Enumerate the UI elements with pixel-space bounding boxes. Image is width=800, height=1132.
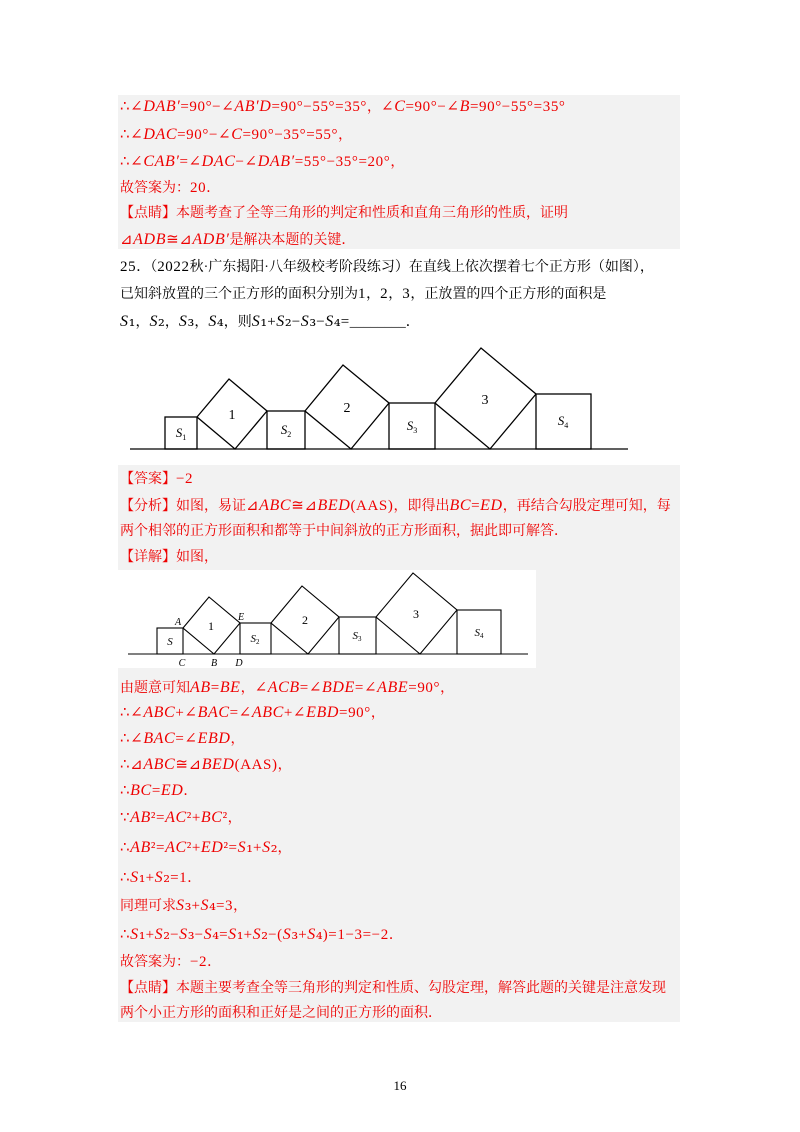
point-label-a: A: [174, 617, 182, 628]
point-label-d: D: [235, 658, 243, 668]
tilted-label-1: 1: [228, 408, 236, 423]
square-label-s1: [167, 636, 173, 648]
solution-line: ∴∠CAB′=∠DAC−∠DAB′=55°−35°=20°，: [120, 153, 405, 170]
tilted-label-2: 2: [302, 613, 308, 627]
analysis-line: 两个相邻的正方形面积和都等于中间斜放的正方形面积，据此即可解答．: [120, 524, 568, 539]
detail-line: ∴AB²=AC²+ED²=S₁+S₂，: [120, 837, 292, 857]
question-line: 已知斜放置的三个正方形的面积分别为1，2，3，正放置的四个正方形的面积是: [120, 286, 607, 302]
detail-line: ∴S₁+S₂=1．: [120, 867, 202, 887]
final-answer-line: 故答案为：−2．: [120, 954, 222, 970]
question-line: 25．（2022秋·广东揭阳·八年级校考阶段练习）在直线上依次摆着七个正方形（如图），: [120, 259, 654, 275]
detail-line: 由题意可知AB=BE，∠ACB=∠BDE=∠ABE=90°，: [120, 679, 455, 696]
answer-line: 【答案】−2: [120, 471, 194, 487]
square-label-subscript: 3: [358, 635, 362, 643]
squares-figure: [118, 338, 680, 460]
square-label-subscript: 3: [413, 426, 418, 435]
square-label-s2: [281, 422, 292, 439]
square-label-subscript: 4: [480, 632, 484, 640]
square-label-subscript: 4: [564, 421, 569, 430]
point-label-e: E: [237, 612, 245, 623]
solution-line: ∴∠DAC=90°−∠C=90°−35°=55°，: [120, 126, 353, 143]
square-label-subscript: 2: [256, 638, 260, 646]
square-label-letter: S: [167, 636, 173, 648]
comment-line: 【点睛】本题主要考查全等三角形的判定和性质、勾股定理，解答此题的关键是注意发现: [120, 981, 666, 996]
square-label-letter: S: [175, 425, 183, 440]
labeled-squares-figure: [118, 570, 536, 668]
detail-line: ∴BC=ED．: [120, 782, 198, 799]
detail-line: ∵AB²=AC²+BC²，: [120, 809, 242, 826]
square-label-letter: S: [557, 413, 565, 428]
comment-line: ⊿ADB≅⊿ADB′是解决本题的关键．: [120, 231, 356, 248]
solution-line: ∴∠DAB′=90°−∠AB′D=90°−55°=35°，∠C=90°−∠B=90°−55°=35°: [120, 98, 566, 115]
square-label-letter: S: [474, 627, 480, 639]
tilted-label-3: 3: [481, 393, 489, 408]
detail-line: ∴∠ABC+∠BAC=∠ABC+∠EBD=90°，: [120, 704, 385, 721]
detail-line: ∴⊿ABC≅⊿BED(AAS)，: [120, 756, 292, 773]
square-label-subscript: 2: [287, 430, 292, 439]
point-label-c: C: [178, 658, 186, 668]
square-label-s1: [176, 425, 187, 442]
square-label-s4: [558, 413, 569, 430]
detail-heading: 【详解】如图，: [120, 550, 218, 565]
point-label-b: B: [210, 658, 218, 668]
square-label-letter: S: [250, 633, 256, 645]
page-number: 16: [393, 1078, 407, 1093]
detail-line: ∴S₁+S₂−S₃−S₄=S₁+S₂−(S₃+S₄)=1−3=−2．: [120, 924, 403, 944]
square-label-s3: [353, 630, 363, 643]
final-answer-line: 故答案为：20．: [120, 180, 221, 196]
detail-line: 同理可求S₃+S₄=3，: [120, 895, 248, 915]
tilted-label-1: 1: [208, 619, 214, 633]
question-line: S₁，S₂，S₃，S₄，则S₁+S₂−S₃−S₄=________．: [120, 311, 420, 331]
analysis-line: 【分析】如图，易证⊿ABC≅⊿BED(AAS)，即得出BC=ED，再结合勾股定理可知，每: [120, 497, 671, 514]
square-label-letter: S: [406, 418, 414, 433]
detail-line: ∴∠BAC=∠EBD，: [120, 730, 245, 747]
square-label-s2: [251, 633, 261, 646]
square-label-s4: [475, 627, 485, 640]
square-label-s3: [407, 418, 418, 435]
square-label-letter: S: [280, 422, 288, 437]
square-label-letter: S: [352, 630, 358, 642]
tilted-label-2: 2: [343, 401, 351, 416]
comment-line: 两个小正方形的面积和正好是之间的正方形的面积．: [120, 1006, 442, 1021]
tilted-label-3: 3: [413, 607, 419, 621]
square-label-subscript: 1: [182, 433, 187, 442]
comment-line: 【点睛】本题考查了全等三角形的判定和性质和直角三角形的性质，证明: [120, 206, 568, 221]
